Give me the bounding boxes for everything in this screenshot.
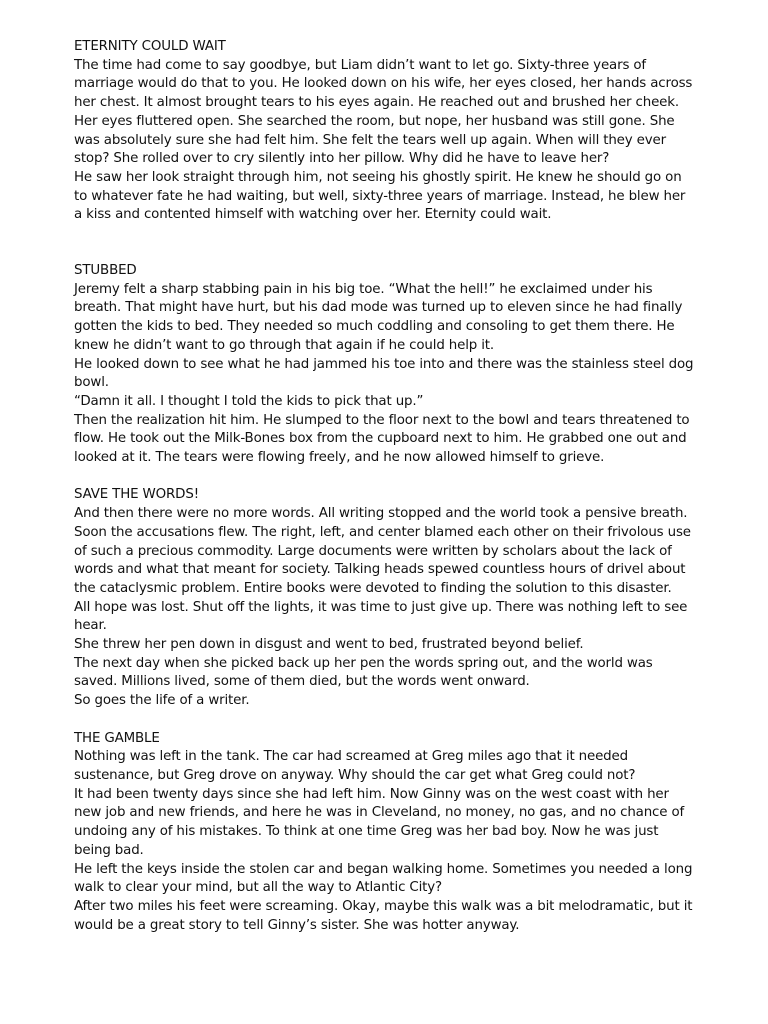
section-spacer <box>74 711 696 730</box>
story-paragraph: She threw her pen down in disgust and went to bed, frustrated beyond belief. <box>74 637 584 653</box>
story-paragraph: It had been twenty days since she had left him. Now Ginny was on the west coast with her new job and new friends, and here he was in Cleveland, no money, no gas, and no chance of undoing any of his mistakes. To think at one time Greg was her bad boy. Now he was just being bad. <box>74 786 685 858</box>
story-paragraph: Nothing was left in the tank. The car had screamed at Greg miles ago that it needed sustenance, but Greg drove on anyway. Why should the car get what Greg could not? <box>74 749 636 783</box>
story-paragraph: The time had come to say goodbye, but Liam didn’t want to let go. Sixty-three years of marriage would do that to you. He looked down on his wife, her eyes closed, her hands across her chest. It almost brought tears to his eyes again. He reached out and brushed her cheek. Her eyes fluttered open. She searched the room, but nope, her husband was still gone. She was absolutely sure she had felt him. She felt the tears well up again. When will they ever stop? She rolled over to cry silently into her pillow. Why did he have to leave her? <box>74 57 693 167</box>
story-paragraph: He looked down to see what he had jammed his toe into and there was the stainless steel dog bowl. <box>74 356 694 391</box>
section-spacer <box>74 225 696 262</box>
section-spacer <box>74 468 696 487</box>
story-the-gamble <box>74 730 696 936</box>
story-paragraph: After two miles his feet were screaming. Okay, maybe this walk was a bit melodramatic, but it would be a great story to tell Ginny’s sister. She was hotter anyway. <box>74 898 693 933</box>
story-paragraph: So goes the life of a writer. <box>74 693 250 709</box>
story-paragraph: And then there were no more words. All writing stopped and the world took a pensive breath. Soon the accusations flew. The right, left, and center blamed each other on their frivolous use of such a precious commodity. Large documents were written by scholars about the lack of words and what that meant for society. Talking heads spewed countless hours of drivel about the cataclysmic problem. Entire books were devoted to finding the solution to this disaster. <box>74 506 691 596</box>
story-stubbed <box>74 262 696 468</box>
story-title: THE GAMBLE <box>74 730 160 746</box>
story-paragraph: He saw her look straight through him, not seeing his ghostly spirit. He knew he should go on to whatever fate he had waiting, but well, sixty-three years of marriage. Instead, he blew her a kiss and contented himself with watching over her. Eternity could wait. <box>74 169 686 223</box>
story-title: STUBBED <box>74 263 137 279</box>
story-paragraph: All hope was lost. Shut off the lights, it was time to just give up. There was nothing left to see hear. <box>74 599 688 634</box>
story-title: ETERNITY COULD WAIT <box>74 39 226 54</box>
story-eternity-could-wait <box>74 38 696 225</box>
document-page <box>74 38 696 935</box>
story-paragraph: Jeremy felt a sharp stabbing pain in his big toe. “What the hell!” he exclaimed under his breath. That might have hurt, but his dad mode was turned up to eleven since he had finally gotten the kids to bed. They needed so much coddling and consoling to get them there. He knew he didn’t want to go through that again if he could help it. <box>74 281 683 353</box>
story-save-the-words <box>74 486 696 710</box>
story-paragraph: Then the realization hit him. He slumped to the floor next to the bowl and tears threatened to flow. He took out the Milk-Bones box from the cupboard next to him. He grabbed one out and looked at it. The tears were flowing freely, and he now allowed himself to grieve. <box>74 412 690 466</box>
story-title: SAVE THE WORDS! <box>74 487 199 503</box>
story-paragraph: He left the keys inside the stolen car and began walking home. Sometimes you needed a long walk to clear your mind, but all the way to Atlantic City? <box>74 861 693 896</box>
story-paragraph: The next day when she picked back up her pen the words spring out, and the world was saved. Millions lived, some of them died, but the words went onward. <box>74 655 653 690</box>
story-paragraph: “Damn it all. I thought I told the kids to pick that up.” <box>74 393 424 409</box>
